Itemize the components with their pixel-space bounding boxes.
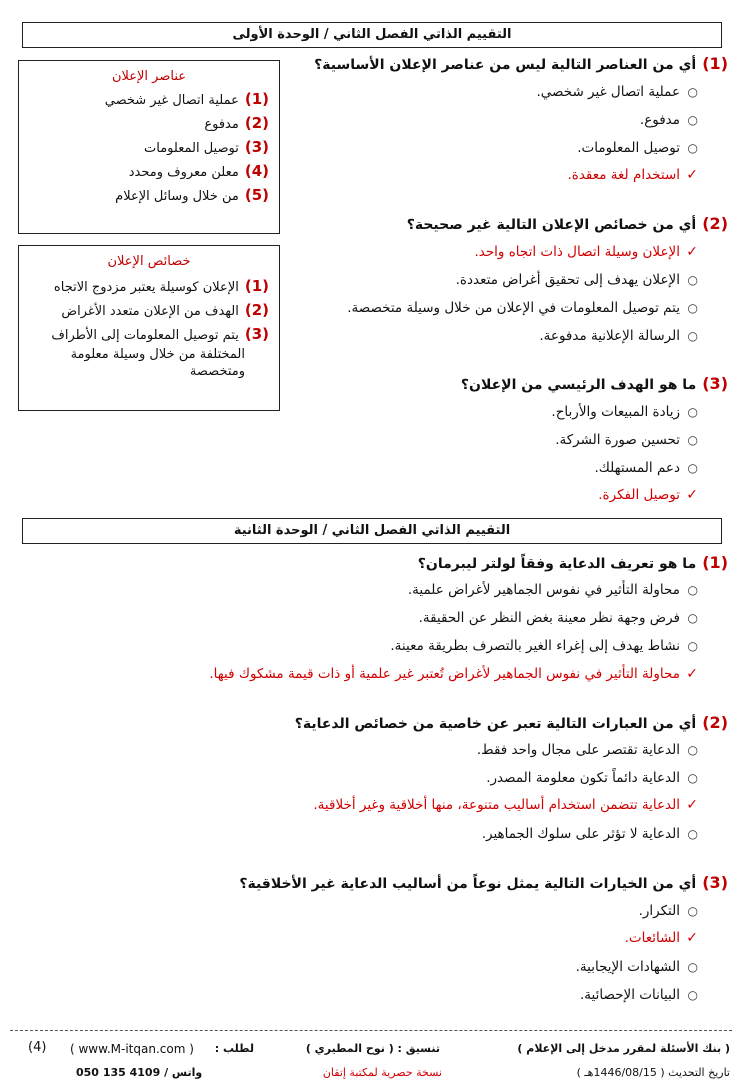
unit2-header: التقييم الذاتي الفصل الثاني / الوحدة الثانية	[22, 518, 722, 544]
footer-order: لطلب :	[214, 1042, 254, 1055]
option: ○توصيل المعلومات.	[577, 140, 698, 156]
option-correct: ✓استخدام لغة معقدة.	[567, 167, 698, 183]
footer-site-link[interactable]: ( www.M-itqan.com )	[70, 1042, 194, 1056]
footer-coord: تنسيق : ( نوح المطيري )	[305, 1042, 440, 1055]
option: ○الدعاية دائماً تكون معلومة المصدر.	[486, 770, 698, 786]
footer-date: تاريخ التحديث ( 1446/08/15هـ )	[576, 1066, 730, 1079]
option: ○الرسالة الإعلانية مدفوعة.	[539, 328, 698, 344]
footer-exclusive: نسخة حصرية لمكتبة إتقان	[322, 1066, 442, 1079]
question: (1)ما هو تعريف الدعاية وفقاً لولتر ليبرمان؟	[417, 553, 728, 572]
option: ○فرض وجهة نظر معينة بغض النظر عن الحقيقة.	[418, 610, 698, 626]
features-item: (1)الإعلان كوسيلة يعتبر مزدوج الاتجاه	[53, 277, 269, 295]
option: ○مدفوع.	[639, 112, 698, 128]
option: ○الشهادات الإيجابية.	[575, 959, 698, 975]
features-item: (3)يتم توصيل المعلومات إلى الأطراف	[51, 325, 269, 343]
option: ○زيادة المبيعات والأرباح.	[551, 404, 698, 420]
option: ○دعم المستهلك.	[594, 460, 698, 476]
option: ○الدعاية تقتصر على مجال واحد فقط.	[476, 742, 698, 758]
footer-whatsapp: واتس / 4109 135 050	[76, 1066, 203, 1079]
option-correct: ✓محاولة التأثير في نفوس الجماهير لأغراض تُعتبر غير علمية أو ذات قيمة مشكوك فيها.	[209, 666, 698, 682]
option-correct: ✓الدعاية تتضمن استخدام أساليب متنوعة، منها أخلاقية وغير أخلاقية.	[313, 797, 698, 813]
features-box-title: خصائص الإعلان	[107, 254, 191, 269]
option-correct: ✓توصيل الفكرة.	[598, 487, 698, 503]
elements-box-title: عناصر الإعلان	[111, 69, 187, 84]
option: ○البيانات الإحصائية.	[580, 987, 698, 1003]
question: (3)ما هو الهدف الرئيسي من الإعلان؟	[460, 374, 728, 393]
footer-divider	[10, 1030, 732, 1031]
option: ○يتم توصيل المعلومات في الإعلان من خلال وسيلة متخصصة.	[347, 300, 698, 316]
elements-item: (4)معلن معروف ومحدد	[128, 162, 269, 180]
elements-item: (2)مدفوع	[204, 114, 269, 132]
option: ○عملية اتصال غير شخصي.	[536, 84, 698, 100]
question: (2)أي من خصائص الإعلان التالية غير صحيحة؟	[406, 214, 728, 233]
option: ○التكرار.	[638, 903, 698, 919]
footer-bank: ( بنك الأسئلة لمقرر مدخل إلى الإعلام )	[517, 1042, 730, 1055]
features-item: (2)الهدف من الإعلان متعدد الأغراض	[61, 301, 269, 319]
option: ○تحسين صورة الشركة.	[555, 432, 698, 448]
elements-box	[18, 60, 280, 234]
elements-item: (3)توصيل المعلومات	[144, 138, 269, 156]
features-continuation: المختلفة من خلال وسيلة معلومة	[70, 347, 245, 362]
elements-item: (1)عملية اتصال غير شخصي	[104, 90, 269, 108]
option: ○نشاط يهدف إلى إغراء الغير بالتصرف بطريقة معينة.	[390, 638, 698, 654]
unit1-header: التقييم الذاتي الفصل الثاني / الوحدة الأولى	[22, 22, 722, 48]
option: ○الإعلان يهدف إلى تحقيق أغراض متعددة.	[455, 272, 698, 288]
option-correct: ✓الشائعات.	[624, 930, 698, 946]
option-correct: ✓الإعلان وسيلة اتصال ذات اتجاه واحد.	[474, 244, 698, 260]
footer-page-number: (4)	[28, 1040, 47, 1055]
elements-item: (5)من خلال وسائل الإعلام	[115, 186, 269, 204]
option: ○الدعاية لا تؤثر على سلوك الجماهير.	[481, 826, 698, 842]
features-continuation: ومتخصصة	[189, 364, 245, 379]
option: ○محاولة التأثير في نفوس الجماهير لأغراض علمية.	[407, 582, 698, 598]
question: (3)أي من الخيارات التالية يمثل نوعاً من أساليب الدعاية غير الأخلاقية؟	[239, 873, 728, 892]
question: (2)أي من العبارات التالية تعبر عن خاصية من خصائص الدعاية؟	[294, 713, 728, 732]
features-box	[18, 245, 280, 411]
question: (1)أي من العناصر التالية ليس من عناصر الإعلان الأساسية؟	[314, 54, 728, 73]
